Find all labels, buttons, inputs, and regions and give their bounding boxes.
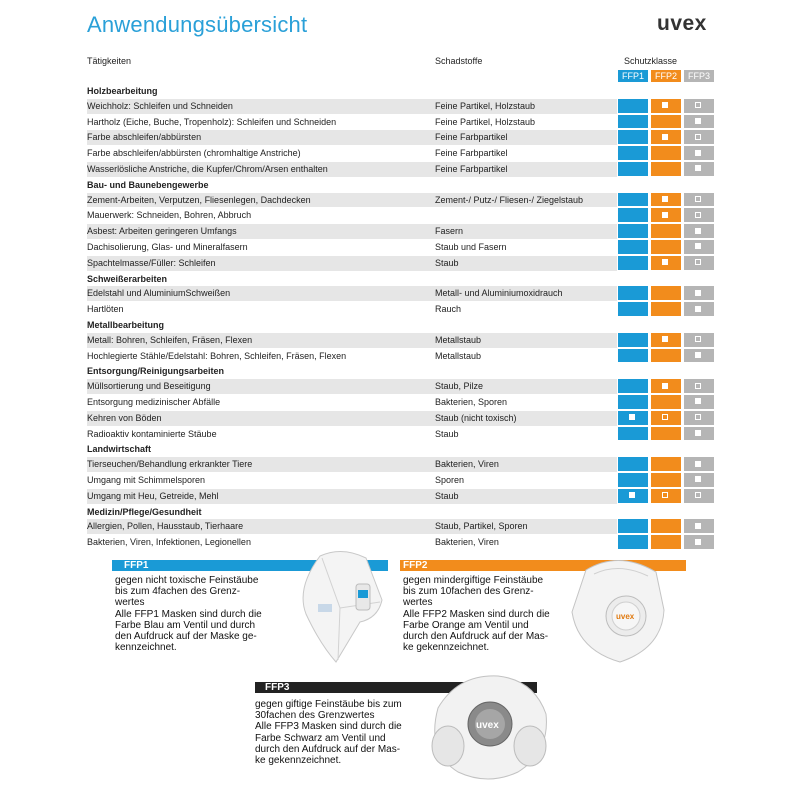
alternative-marker [695,134,701,140]
ffp2-title: FFP2 [403,560,428,571]
ffp3-cell [684,146,714,160]
activity-cell: Hartlöten [87,304,124,315]
activity-cell: Umgang mit Heu, Getreide, Mehl [87,490,219,501]
application-table [87,84,717,551]
ffp1-cell [618,193,648,207]
header-ffp3: FFP3 [684,70,714,82]
header-activities: Tätigkeiten [87,56,132,66]
ffp3-cell [684,489,714,503]
activity-cell: Dachisolierung, Glas- und Mineralfasern [87,241,248,252]
ffp3-cell [684,349,714,363]
category-row [87,84,717,99]
ffp1-cell [618,427,648,441]
recommended-marker [662,102,668,108]
ffp1-cell [618,99,648,113]
substance-cell: Feine Partikel, Holzstaub [435,100,536,111]
ffp2-cell [651,379,681,393]
ffp1-cell [618,240,648,254]
alternative-marker [662,492,668,498]
category-row [87,318,717,333]
activity-cell: Edelstahl und AluminiumSchweißen [87,288,231,299]
ffp2-cell [651,193,681,207]
substance-cell: Sporen [435,474,465,485]
ffp2-cell [651,256,681,270]
ffp1-cell [618,208,648,222]
table-row [87,457,717,473]
ffp2-line: gegen mindergiftige Feinstäube [403,575,544,586]
substance-cell: Rauch [435,304,462,315]
row-background [87,302,617,317]
ffp2-cell [651,130,681,144]
ffp1-cell [618,519,648,533]
ffp2-cell [651,457,681,471]
alternative-marker [695,492,701,498]
activity-cell: Mauerwerk: Schneiden, Bohren, Abbruch [87,210,252,221]
recommended-marker [695,118,701,124]
ffp3-line: ke gekennzeichnet. [255,755,342,767]
table-row [87,302,717,318]
ffp3-cell [684,130,714,144]
activity-cell: Allergien, Pollen, Hausstaub, Tierhaare [87,521,244,532]
alternative-marker [695,414,701,420]
substance-cell: Staub und Fasern [435,241,507,252]
ffp3-cell [684,411,714,425]
ffp3-cell [684,193,714,207]
header-ffp2: FFP2 [651,70,681,82]
recommended-marker [695,539,701,545]
ffp2-cell [651,99,681,113]
ffp3-cell [684,379,714,393]
ffp3-line: 30fachen des Grenzwertes [255,710,375,722]
ffp1-line: kennzeichnet. [115,642,177,654]
ffp3-cell [684,208,714,222]
ffp3-cell [684,473,714,487]
category-row [87,364,717,379]
activity-cell: Kehren von Böden [87,412,162,423]
ffp3-cell [684,333,714,347]
recommended-marker [695,476,701,482]
category-label: Metallbearbeitung [87,319,165,330]
recommended-marker [662,259,668,265]
ffp2-cell [651,395,681,409]
table-row [87,208,717,224]
ffp1-cell [618,162,648,176]
ffp1-cell [618,489,648,503]
table-row [87,146,717,162]
ffp2-cell [651,349,681,363]
alternative-marker [695,383,701,389]
category-row [87,442,717,457]
ffp2-mask-image [564,550,674,670]
row-background [87,411,617,426]
recommended-marker [695,523,701,529]
ffp1-mask-image [292,548,392,668]
ffp1-cell [618,457,648,471]
ffp3-cell [684,240,714,254]
ffp1-cell [618,224,648,238]
category-row [87,178,717,193]
substance-cell: Staub [435,257,459,268]
ffp2-cell [651,115,681,129]
substance-cell: Metallstaub [435,334,482,345]
ffp3-cell [684,224,714,238]
table-row [87,519,717,535]
activity-cell: Tierseuchen/Behandlung erkrankter Tiere [87,459,253,470]
ffp3-title: FFP3 [265,682,290,693]
ffp1-title: FFP1 [124,560,149,571]
ffp2-cell [651,411,681,425]
activity-cell: Farbe abschleifen/abbürsten [87,132,202,143]
ffp3-cell [684,427,714,441]
recommended-marker [695,290,701,296]
ffp1-line: gegen nicht toxische Feinstäube [115,575,259,586]
alternative-marker [695,196,701,202]
ffp2-cell [651,519,681,533]
recommended-marker [662,336,668,342]
recommended-marker [695,228,701,234]
table-row [87,395,717,411]
table-row [87,535,717,551]
table-row [87,427,717,443]
activity-cell: Müllsortierung und Beseitigung [87,381,211,392]
category-label: Holzbearbeitung [87,86,158,96]
ffp1-line: Alle FFP1 Masken sind durch die [115,608,262,620]
ffp2-line: durch den Aufdruck auf der Mas- [403,631,549,643]
table-row [87,286,717,302]
recommended-marker [695,243,701,249]
activity-cell: Weichholz: Schleifen und Schneiden [87,100,233,111]
activity-cell: Farbe abschleifen/abbürsten (chromhaltige Anstriche) [87,148,301,159]
ffp2-cell [651,302,681,316]
ffp3-cell [684,535,714,549]
substance-cell: Staub [435,428,459,439]
ffp2-cell [651,162,681,176]
ffp1-cell [618,115,648,129]
ffp3-cell [684,115,714,129]
ffp2-cell [651,427,681,441]
table-row [87,473,717,489]
substance-cell: Metallstaub [435,350,482,361]
table-row [87,115,717,131]
recommended-marker [695,430,701,436]
ffp1-line: bis zum 4fachen des Grenz- [115,586,241,598]
ffp2-line: Farbe Orange am Ventil und [403,619,529,631]
alternative-marker [695,212,701,218]
recommended-marker [629,414,635,420]
recommended-marker [695,306,701,312]
substance-cell: Staub, Partikel, Sporen [435,521,528,532]
table-row [87,240,717,256]
category-row [87,272,717,287]
activity-cell: Spachtelmasse/Füller: Schleifen [87,257,216,268]
table-row [87,130,717,146]
ffp3-line: gegen giftige Feinstäube bis zum [255,699,402,710]
activity-cell: Asbest: Arbeiten geringeren Umfangs [87,226,237,237]
ffp3-cell [684,162,714,176]
activity-cell: Umgang mit Schimmelsporen [87,474,206,485]
ffp1-cell [618,256,648,270]
ffp2-description [403,575,550,653]
alternative-marker [695,336,701,342]
table-row [87,333,717,349]
ffp2-line: Alle FFP2 Masken sind durch die [403,608,550,620]
ffp3-line: Alle FFP3 Masken sind durch die [255,721,402,733]
category-label: Schweißerarbeiten [87,273,168,284]
ffp2-cell [651,489,681,503]
ffp3-line: durch den Aufdruck auf der Mas- [255,743,401,755]
ffp1-line: den Aufdruck auf der Maske ge- [115,631,257,643]
ffp2-cell [651,333,681,347]
substance-cell: Staub [435,490,459,501]
ffp2-line: bis zum 10fachen des Grenz- [403,586,534,598]
category-row [87,505,717,520]
substance-cell: Fasern [435,226,464,237]
category-label: Entsorgung/Reinigungsarbeiten [87,366,225,377]
substance-cell: Staub (nicht toxisch) [435,412,517,423]
ffp2-cell [651,208,681,222]
substance-cell: Feine Farbpartikel [435,132,508,143]
substance-cell: Bakterien, Viren [435,537,499,548]
table-row [87,256,717,272]
ffp1-cell [618,473,648,487]
activity-cell: Zement-Arbeiten, Verputzen, Fliesenlegen, Dachdecken [87,194,311,205]
ffp2-cell [651,146,681,160]
ffp3-line: Farbe Schwarz am Ventil und [255,732,386,744]
ffp2-cell [651,224,681,238]
ffp3-cell [684,286,714,300]
ffp2-line: ke gekennzeichnet. [403,642,490,654]
ffp2-cell [651,240,681,254]
substance-cell: Feine Farbpartikel [435,163,508,174]
ffp3-cell [684,302,714,316]
ffp1-cell [618,286,648,300]
table-row [87,193,717,209]
ffp1-cell [618,130,648,144]
activity-cell: Bakterien, Viren, Infektionen, Legionellen [87,537,251,548]
substance-cell: Bakterien, Viren [435,459,499,470]
activity-cell: Wasserlösliche Anstriche, die Kupfer/Chrom/Arsen enthalten [87,163,328,174]
ffp3-cell [684,256,714,270]
activity-cell: Metall: Bohren, Schleifen, Fräsen, Flexen [87,334,253,345]
table-row [87,489,717,505]
ffp3-cell [684,457,714,471]
page-title: Anwendungsübersicht [87,12,308,37]
activity-cell: Entsorgung medizinischer Abfälle [87,396,221,407]
category-label: Bau- und Baunebengewerbe [87,179,209,190]
ffp3-cell [684,395,714,409]
ffp1-line: Farbe Blau am Ventil und durch [115,619,256,631]
ffp2-cell [651,286,681,300]
recommended-marker [662,212,668,218]
activity-cell: Hartholz (Eiche, Buche, Tropenholz): Schleifen und Schneiden [87,116,337,127]
header-protection-class: Schutzklasse [624,56,678,66]
uvex-logo: uvex [657,12,707,35]
table-row [87,379,717,395]
ffp1-cell [618,349,648,363]
substance-cell: Zement-/ Putz-/ Fliesen-/ Ziegelstaub [435,194,584,205]
svg-text:uvex: uvex [476,720,499,731]
ffp1-cell [618,302,648,316]
table-row [87,411,717,427]
substance-cell: Metall- und Aluminiumoxidrauch [435,288,563,299]
activity-cell: Hochlegierte Stähle/Edelstahl: Bohren, Schleifen, Fräsen, Flexen [87,350,347,361]
ffp1-cell [618,379,648,393]
alternative-marker [662,414,668,420]
header-ffp1: FFP1 [618,70,648,82]
svg-text:uvex: uvex [616,612,635,621]
table-row [87,349,717,365]
recommended-marker [695,398,701,404]
recommended-marker [629,492,635,498]
header-substances: Schadstoffe [435,56,483,66]
recommended-marker [695,461,701,467]
recommended-marker [662,196,668,202]
recommended-marker [695,352,701,358]
ffp2-cell [651,473,681,487]
ffp3-mask-image [418,668,558,788]
ffp3-description [255,699,402,766]
substance-cell: Staub, Pilze [435,381,484,392]
alternative-marker [695,259,701,265]
ffp1-cell [618,146,648,160]
recommended-marker [662,383,668,389]
ffp3-cell [684,519,714,533]
activity-cell: Radioaktiv kontaminierte Stäube [87,428,217,439]
recommended-marker [662,134,668,140]
ffp1-cell [618,395,648,409]
ffp2-cell [651,535,681,549]
category-label: Medizin/Pflege/Gesundheit [87,506,202,517]
ffp2-line: wertes [403,597,433,609]
substance-cell: Feine Partikel, Holzstaub [435,116,536,127]
ffp1-cell [618,333,648,347]
table-row [87,162,717,178]
table-row [87,99,717,115]
substance-cell: Bakterien, Sporen [435,396,508,407]
ffp1-line: wertes [115,597,145,609]
ffp1-description [115,575,262,653]
ffp3-cell [684,99,714,113]
table-row [87,224,717,240]
recommended-marker [695,165,701,171]
ffp1-cell [618,411,648,425]
substance-cell: Feine Farbpartikel [435,148,508,159]
ffp1-cell [618,535,648,549]
category-label: Landwirtschaft [87,444,152,455]
recommended-marker [695,150,701,156]
alternative-marker [695,102,701,108]
